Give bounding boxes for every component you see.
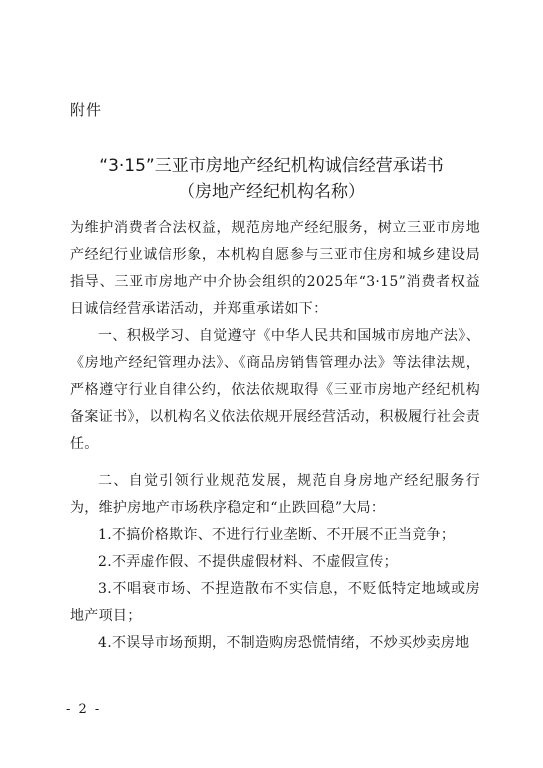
list-item-3: 3.不唱衰市场、不捏造散布不实信息，不贬低特定地域或房地产项目；	[70, 581, 480, 624]
page-number: - 2 -	[66, 702, 102, 717]
paragraph-intro: 为维护消费者合法权益，规范房地产经纪服务，树立三亚市房地产经纪行业诚信形象，本机构自愿参与三亚市住房和城乡建设局指导、三亚市房地产中介协会组织的2025年“3·15”消费者权益日诚信经营承诺活动，并郑重承诺如下：	[70, 220, 480, 317]
paragraph-commitment-1: 一、积极学习、自觉遵守《中华人民共和国城市房地产法》、《房地产经纪管理办法》、《商品房销售管理办法》等法律法规，严格遵守行业自律公约，依法依规取得《三亚市房地产经纪机构备案证书》，以机构名义依法依规开展经营活动，积极履行社会责任。	[70, 328, 480, 452]
attachment-label: 附件	[70, 101, 103, 119]
list-item-4: 4.不误导市场预期，不制造购房恐慌情绪，不炒买炒卖房地	[98, 635, 470, 651]
title-line-main: “3·15”三亚市房地产经纪机构诚信经营承诺书	[99, 156, 444, 176]
paragraph-commitment-2: 二、自觉引领行业规范发展，规范自身房地产经纪服务行为，维护房地产市场秩序稳定和“止跌回稳”大局：	[70, 473, 480, 516]
document-title	[60, 153, 483, 205]
list-item-2: 2.不弄虚作假、不提供虚假材料、不虚假宣传；	[98, 554, 398, 570]
title-line-sub: （房地产经纪机构名称）	[178, 182, 365, 202]
document-body	[70, 215, 480, 657]
list-item-1: 1.不搞价格欺诈、不进行行业垄断、不开展不正当竞争；	[98, 527, 456, 543]
